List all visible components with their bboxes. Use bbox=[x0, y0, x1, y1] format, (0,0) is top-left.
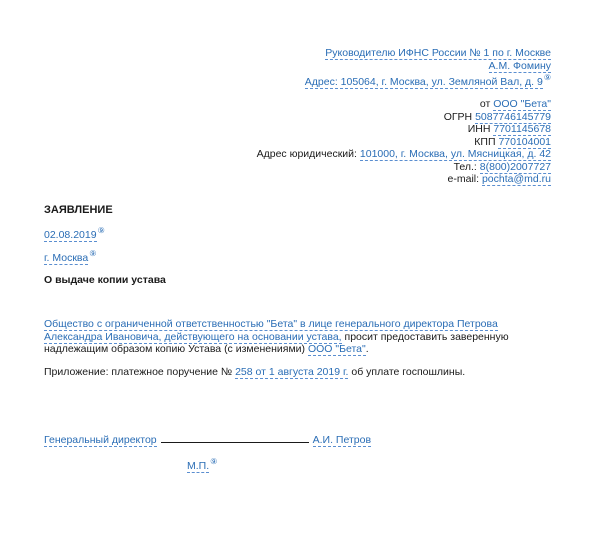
inn-value[interactable]: 7701145678 bbox=[493, 123, 551, 135]
signature-row bbox=[44, 433, 371, 446]
ogrn-value[interactable]: 5087746145779 bbox=[475, 110, 551, 123]
recipient-address-label: Адрес: bbox=[304, 75, 338, 88]
attachment-prefix: Приложение: платежное поручение № bbox=[44, 366, 233, 378]
ogrn-label: ОГРН bbox=[443, 110, 473, 123]
recipient-name[interactable]: А.М. Фомину bbox=[488, 59, 551, 72]
edit-marker-icon[interactable]: ⑨ bbox=[543, 73, 551, 82]
attachment-suffix: об уплате госпошлины. bbox=[348, 366, 466, 378]
edit-marker-icon[interactable]: ⑨ bbox=[97, 226, 105, 235]
recipient-block bbox=[305, 47, 551, 88]
signer-name[interactable]: А.И. Петров bbox=[312, 434, 372, 446]
edit-marker-icon[interactable]: ⑨ bbox=[210, 457, 218, 466]
signature-line[interactable] bbox=[161, 433, 309, 443]
recipient-address-value: 105064, г. Москва, ул. Земляной Вал, д. 9 bbox=[340, 75, 543, 88]
document-city[interactable]: г. Москва bbox=[44, 251, 89, 264]
recipient-title[interactable]: Руководителю ИФНС России № 1 по г. Москве bbox=[325, 47, 551, 59]
document-subject: О выдаче копии устава bbox=[44, 274, 166, 286]
attachment-row bbox=[44, 366, 465, 378]
stamp-row bbox=[187, 457, 217, 472]
signer-position[interactable]: Генеральный директор bbox=[44, 434, 157, 446]
legal-address-label: Адрес юридический: bbox=[256, 148, 357, 160]
body-end: . bbox=[365, 343, 369, 355]
attachment-filled[interactable]: 258 от 1 августа 2019 г. bbox=[235, 366, 349, 378]
sender-company[interactable]: ООО "Бета" bbox=[493, 98, 551, 110]
stamp-label[interactable]: М.П. bbox=[187, 459, 210, 472]
phone-label: Тел.: bbox=[453, 160, 477, 173]
edit-marker-icon[interactable]: ⑨ bbox=[89, 249, 97, 258]
legal-address-value[interactable]: 101000, г. Москва, ул. Мясницкая, д. 42 bbox=[359, 148, 551, 160]
sender-block bbox=[257, 98, 551, 186]
inn-label: ИНН bbox=[467, 123, 491, 135]
body-filled-part[interactable]: Общество с ограниченной ответственностью "Бета" в лице генерального директора Петрова Александра Ивановича, действующего на основании устава, bbox=[44, 318, 498, 343]
recipient-address[interactable] bbox=[305, 76, 543, 89]
email-value[interactable]: pochta@md.ru bbox=[481, 173, 551, 185]
body-company-ref[interactable]: ООО "Бета" bbox=[307, 343, 366, 355]
phone-value[interactable]: 8(800)2007727 bbox=[479, 160, 551, 173]
email-label: e-mail: bbox=[447, 173, 480, 185]
date-row bbox=[44, 226, 105, 241]
document-heading: ЗАЯВЛЕНИЕ bbox=[44, 204, 113, 216]
body-paragraph bbox=[44, 318, 524, 356]
city-row bbox=[44, 249, 96, 264]
document-date[interactable]: 02.08.2019 bbox=[44, 228, 97, 241]
kpp-value[interactable]: 770104001 bbox=[498, 135, 551, 148]
kpp-label: КПП bbox=[474, 135, 496, 148]
from-label: от bbox=[479, 98, 491, 110]
body-text: просит предоставить заверенную надлежащим образом копию Устава (с изменениями) bbox=[44, 330, 509, 355]
